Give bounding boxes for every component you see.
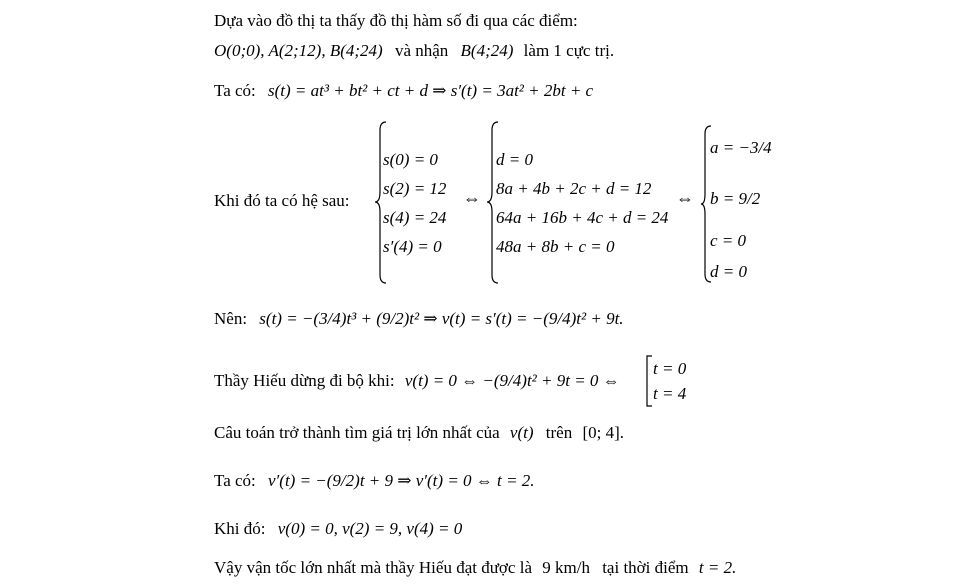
max-problem-text: Câu toán trở thành tìm giá trị lớn nhất của	[214, 423, 500, 442]
intro-sentence: Dựa vào đồ thị ta thấy đồ thị hàm số đi qua các điểm:	[214, 11, 578, 30]
stop-cases	[653, 356, 686, 406]
equiv-arrow-2: ⇔	[676, 188, 694, 208]
system-label-text: Khi đó ta có hệ sau:	[214, 191, 350, 210]
extremum-text: làm 1 cực trị.	[523, 41, 615, 60]
sys2-row: 8a + 4b + 2c + d = 12	[496, 179, 652, 198]
time-value: t = 2.	[698, 558, 737, 577]
interval: [0; 4].	[582, 423, 624, 442]
stop-equation: v(t) = 0 ⇔ −(9/4)t² + 9t = 0 ⇔	[404, 371, 620, 390]
sys3-row: c = 0	[710, 231, 747, 250]
max-speed: 9 km/h	[542, 558, 590, 577]
sys3-row: b = 9/2	[710, 189, 761, 208]
sys2-row: 48a + 8b + c = 0	[496, 237, 615, 256]
system-label	[214, 190, 350, 212]
system-1	[383, 145, 446, 261]
sys1-row: s′(4) = 0	[383, 237, 442, 256]
v-t-symbol: v(t)	[509, 423, 534, 442]
system-3	[710, 128, 772, 292]
derivative-line	[214, 80, 593, 102]
sys1-row: s(2) = 12	[383, 179, 447, 198]
ta-co-label-1: Ta có:	[214, 81, 256, 100]
on-text: trên	[545, 423, 573, 442]
sys2-row: d = 0	[496, 150, 533, 169]
stop-condition-line	[214, 370, 620, 392]
case-row: t = 4	[653, 384, 687, 403]
sys1-row: s(4) = 24	[383, 208, 447, 227]
values-formula: v(0) = 0, v(2) = 9, v(4) = 0	[277, 519, 463, 538]
s-t-formula: s(t) = at³ + bt² + ct + d ⇒ s′(t) = 3at² + 2bt + c	[268, 81, 594, 100]
values-line	[214, 518, 462, 540]
vprime-formula: v′(t) = −(9/2)t + 9 ⇒ v′(t) = 0 ⇔ t = 2.	[268, 471, 535, 490]
khi-do-label: Khi đó:	[214, 519, 266, 538]
conclusion-line	[214, 557, 736, 579]
intro-text	[214, 10, 578, 32]
and-text: và nhận	[394, 41, 449, 60]
case-row: t = 0	[653, 359, 687, 378]
points-list: O(0;0), A(2;12), B(4;24)	[214, 41, 383, 60]
max-problem-line	[214, 422, 624, 444]
extremum-point: B(4;24)	[460, 41, 514, 60]
equiv-arrow-1: ⇔	[463, 188, 481, 208]
conclusion-text: Vậy vận tốc lớn nhất mà thầy Hiếu đạt được là	[214, 558, 532, 577]
sys3-row: a = −3/4	[710, 138, 772, 157]
system-2	[496, 145, 668, 261]
position-velocity-line	[214, 308, 624, 330]
sys1-row: s(0) = 0	[383, 150, 438, 169]
sys2-row: 64a + 16b + 4c + d = 24	[496, 208, 669, 227]
sys3-row: d = 0	[710, 262, 747, 281]
nen-label: Nên:	[214, 309, 248, 328]
ta-co-label-2: Ta có:	[214, 471, 256, 490]
s-and-v-formula: s(t) = −(3/4)t³ + (9/2)t² ⇒ v(t) = s′(t) = −(9/4)t² + 9t.	[259, 309, 624, 328]
stop-label: Thầy Hiếu dừng đi bộ khi:	[214, 371, 395, 390]
points-line	[214, 40, 614, 62]
vprime-line	[214, 470, 534, 492]
at-time-text: tại thời điểm	[602, 558, 689, 577]
